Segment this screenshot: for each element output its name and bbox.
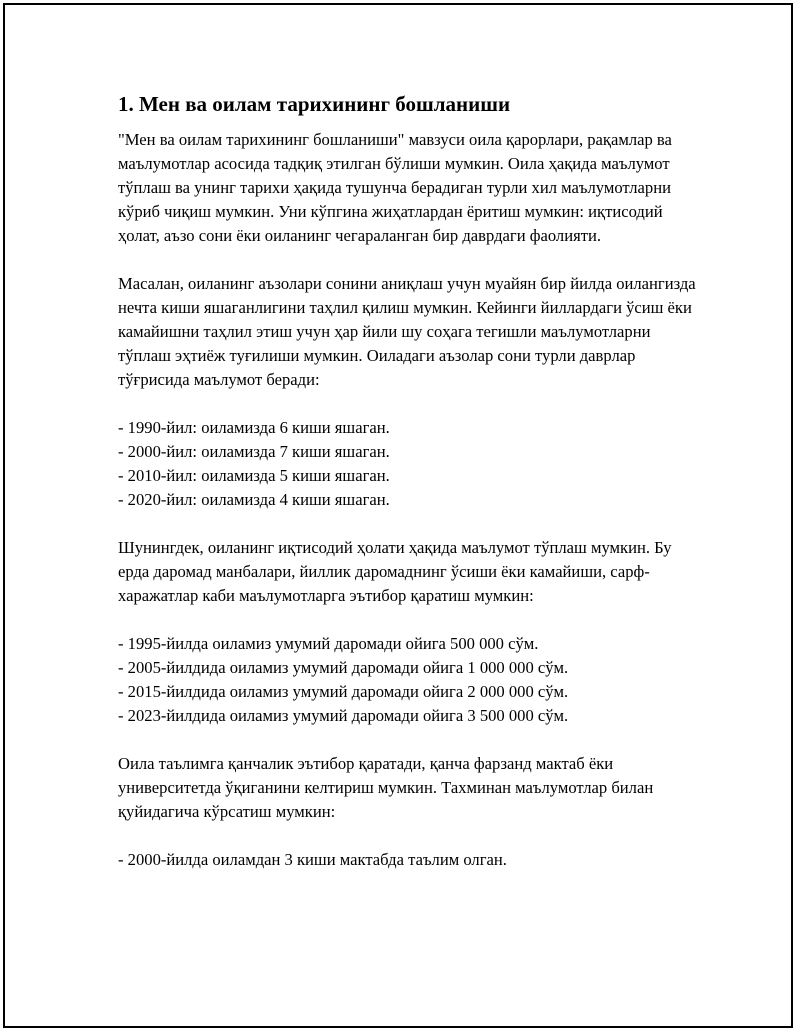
paragraph-members: Масалан, оиланинг аъзолари сонини аниқлаш учун муайян бир йилда оилангизда нечта киши яшаганлигини таҳлил қилиш мумкин. Кейинги йиллардаги ўсиш ёки камайишни таҳлил этиш учун ҳар йили шу соҳага тегишли маълумотларни тўплаш эҳтиёж туғилиши мумкин. Оиладаги аъзолар сони турли даврлар тўғрисида маълумот беради: xyxy=(118,274,696,389)
section-title: 1. Мен ва оилам тарихининг бошланиши xyxy=(118,92,511,116)
members-list xyxy=(118,416,698,512)
list-item: - 1995-йилда оиламиз умумий даромади ойига 500 000 сўм. xyxy=(118,634,539,653)
income-list xyxy=(118,632,698,728)
list-item: - 2005-йилдида оиламиз умумий даромади ойига 1 000 000 сўм. xyxy=(118,658,569,677)
list-item: - 2015-йилдида оиламиз умумий даромади ойига 2 000 000 сўм. xyxy=(118,682,569,701)
list-item: - 2010-йил: оиламизда 5 киши яшаган. xyxy=(118,466,390,485)
paragraph-intro: "Мен ва оилам тарихининг бошланиши" мавзуси оила қарорлари, рақамлар ва маълумотлар асосида тадқиқ этилган бўлиши мумкин. Оила ҳақида маълумот тўплаш ва унинг тарихи ҳақида тушунча берадиган турли хил маълумотларни кўриб чиқиш мумкин. Уни кўпгина жиҳатлардан ёритиш мумкин: иқтисодий ҳолат, аъзо сони ёки оиланинг чегараланган бир даврдаги фаолияти. xyxy=(118,130,672,245)
list-item: - 2000-йилда оиламдан 3 киши мактабда таълим олган. xyxy=(118,850,507,869)
document-body xyxy=(118,90,698,896)
list-item: - 1990-йил: оиламизда 6 киши яшаган. xyxy=(118,418,390,437)
education-list xyxy=(118,848,698,872)
list-item: - 2023-йилдида оиламиз умумий даромади ойига 3 500 000 сўм. xyxy=(118,706,569,725)
list-item: - 2000-йил: оиламизда 7 киши яшаган. xyxy=(118,442,390,461)
paragraph-education: Оила таълимга қанчалик эътибор қаратади, қанча фарзанд мактаб ёки университетда ўқиганини келтириш мумкин. Тахминан маълумотлар билан қуйидагича кўрсатиш мумкин: xyxy=(118,754,654,821)
paragraph-economy: Шунингдек, оиланинг иқтисодий ҳолати ҳақида маълумот тўплаш мумкин. Бу ерда даромад манбалари, йиллик даромаднинг ўсиши ёки камайиши, сарф-харажатлар каби маълумотларга эътибор қаратиш мумкин: xyxy=(118,538,672,605)
list-item: - 2020-йил: оиламизда 4 киши яшаган. xyxy=(118,490,390,509)
